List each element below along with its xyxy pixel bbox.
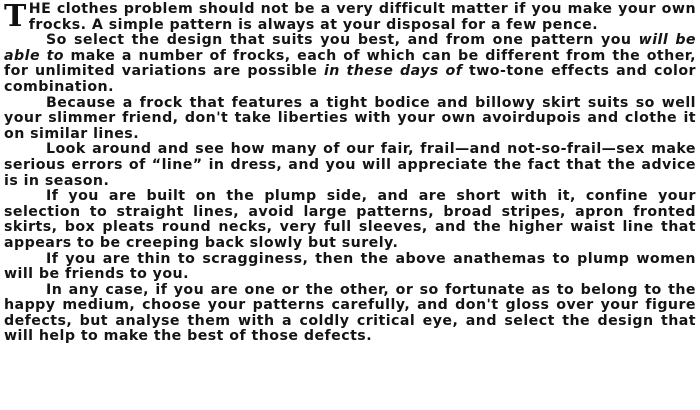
lead-letters: HE: [28, 1, 52, 17]
paragraph-6: If you are thin to scragginess, then the above anathemas to plump women will be friends to you.: [4, 250, 696, 283]
drop-cap: T: [4, 0, 27, 34]
paragraph-2: [4, 33, 696, 95]
paragraph-2-text-c: two-tone effects and color combination.: [4, 63, 696, 95]
paragraph-2-emphasis-b: in these days of: [323, 63, 463, 80]
paragraph-5: If you are built on the plump side, and are short with it, confine your selection to straight lines, avoid large patterns, broad stripes, apron fronted skirts, box pleats round necks, very full sleeves, and the higher waist line that appears to be creeping back slowly but surely.: [4, 188, 696, 251]
paragraph-1-text: clothes problem should not be a very difficult matter if you make your own frocks. A simple pattern is always at your disposal for a few pence.: [28, 1, 696, 33]
paragraph-7: In any case, if you are one or the other, or so fortunate as to belong to the happy medium, choose your patterns carefully, and don't gloss over your figure defects, but analyse them with a coldly critical eye, and select the design that will help to make the best of those defects.: [4, 281, 696, 345]
paragraph-2-text-b: make a number of frocks, each of which can be different from the other, for unlimited variations are possible: [4, 47, 696, 80]
paragraph-2-text-a: So select the design that suits you best, and from one pattern you: [46, 32, 639, 49]
paragraph-2-emphasis-a: will be able to: [4, 32, 696, 64]
paragraph-1: [4, 2, 696, 33]
paragraph-4: Look around and see how many of our fair, frail—and not-so-frail—sex make serious errors of “line” in dress, and you will appreciate the fact that the advice is in season.: [4, 141, 696, 189]
paragraph-3: Because a frock that features a tight bodice and billowy skirt suits so well your slimmer friend, don't take liberties with your own avoirdupois and clothe it on similar lines.: [4, 94, 696, 142]
